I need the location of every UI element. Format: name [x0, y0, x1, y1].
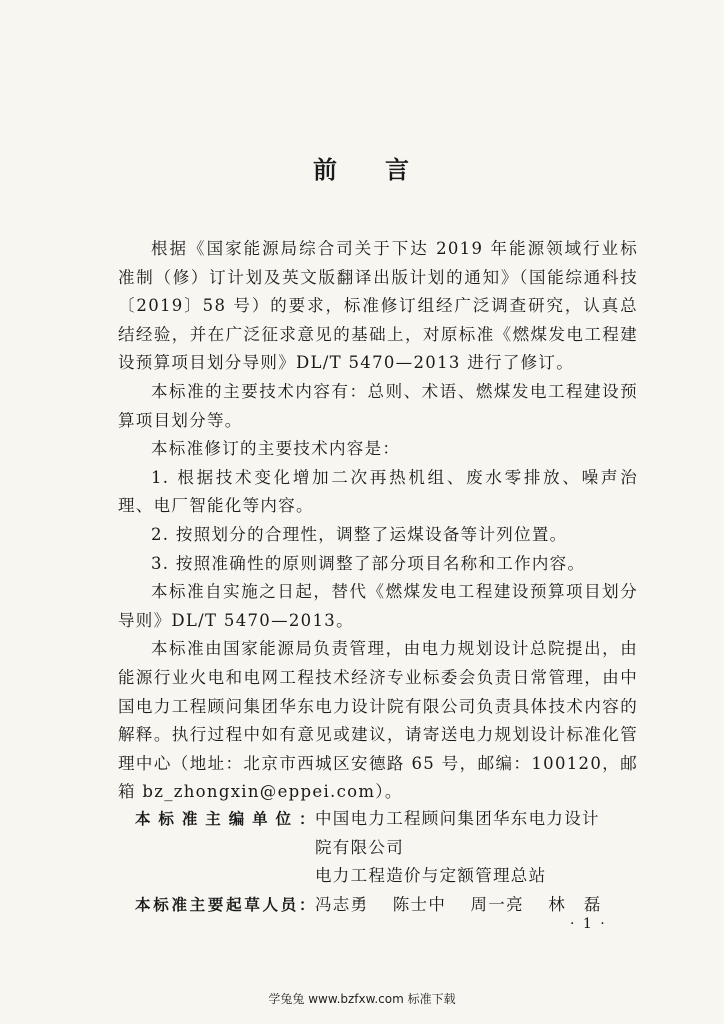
- page-number: · 1 ·: [570, 916, 607, 932]
- drafters-row: [135, 891, 635, 920]
- paragraph: 1. 根据技术变化增加二次再热机组、废水零排放、噪声治理、电厂智能化等内容。: [118, 467, 638, 516]
- preface-body: [118, 235, 638, 807]
- chief-unit-line: 中国电力工程顾问集团华东电力设计: [315, 809, 600, 828]
- chief-unit-row: [135, 805, 635, 891]
- chief-unit-label: 本标准主编单位：: [135, 810, 315, 828]
- paragraph: 本标准修订的主要技术内容是：: [151, 439, 401, 459]
- chief-unit-values: [315, 805, 635, 891]
- drafters-names: 冯志勇 陈士中 周一亮 林 磊: [315, 894, 602, 914]
- chief-unit-line: 电力工程造价与定额管理总站: [315, 866, 547, 886]
- drafters-label: 本标准主要起草人员：: [135, 895, 315, 914]
- title-char-1: 前: [313, 156, 339, 184]
- paragraph: 本标准自实施之日起，替代《燃煤发电工程建设预算项目划分导则》DL/T 5470—2013。: [118, 582, 638, 630]
- title-char-2: 言: [385, 156, 411, 184]
- footer-watermark: 学兔兔 www.bzfxw.com 标准下载: [268, 992, 456, 1006]
- paragraph: 3. 按照准确性的原则调整了部分项目名称和工作内容。: [151, 553, 586, 573]
- paragraph: 本标准的主要技术内容有：总则、术语、燃煤发电工程建设预算项目划分等。: [118, 381, 638, 430]
- credits-block: [135, 805, 635, 919]
- chief-unit-line: 院有限公司: [315, 837, 404, 857]
- paragraph: 根据《国家能源局综合司关于下达 2019 年能源领域行业标准制（修）订计划及英文版翻译出版计划的通知》（国能综通科技〔2019〕58 号）的要求，标准修订组经广泛调查研究，认真总结经验，并在广泛征求意见的基础上，对原标准《燃煤发电工程建设预算项目划分导则》DL/T 5470—2013 进行了修订。: [118, 239, 638, 373]
- paragraph: 2. 按照划分的合理性，调整了运煤设备等计列位置。: [151, 524, 568, 544]
- page-title: [0, 150, 724, 185]
- paragraph: 本标准由国家能源局负责管理，由电力规划设计总院提出，由能源行业火电和电网工程技术经济专业标委会负责日常管理，由中国电力工程顾问集团华东电力设计院有限公司负责具体技术内容的解释。执行过程中如有意见或建议，请寄送电力规划设计标准化管理中心（地址：北京市西城区安德路 65 号，邮编：100120，邮箱 bz_zhongxin@eppei.com）。: [118, 639, 638, 802]
